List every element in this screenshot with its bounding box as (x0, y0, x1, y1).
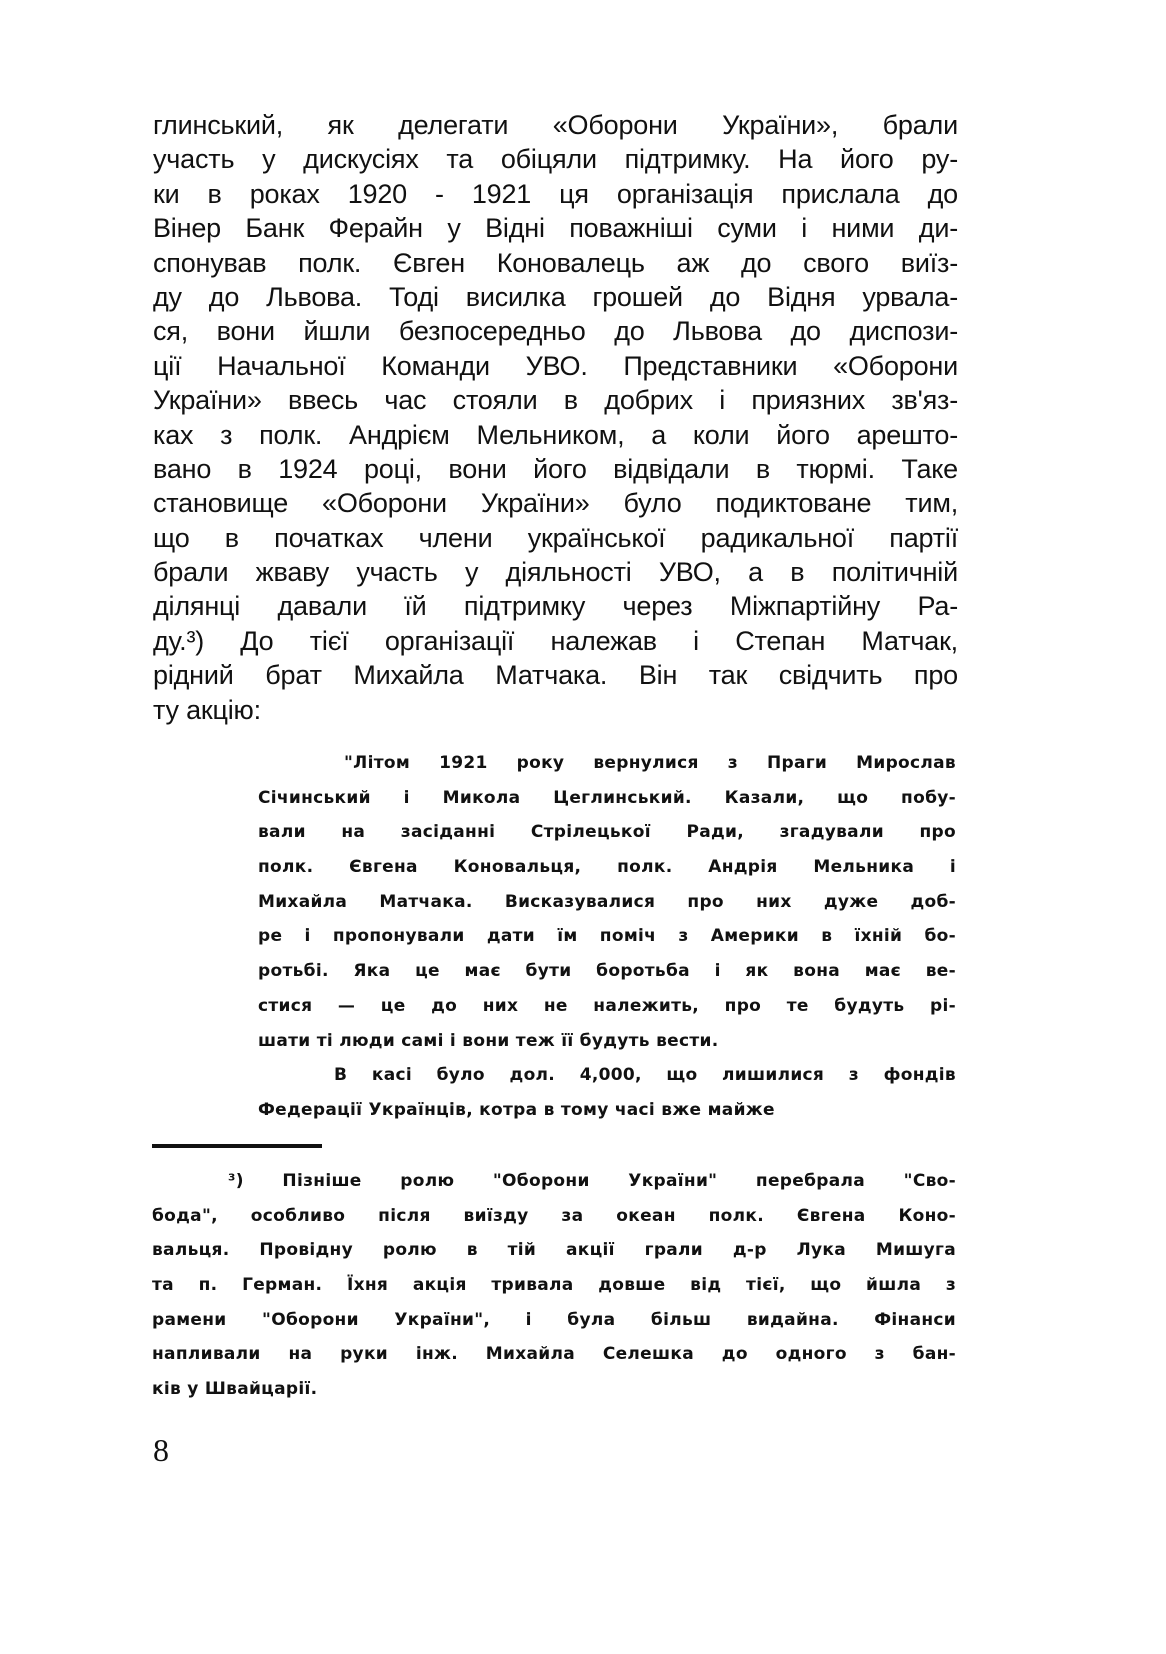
footnote-line: вальця. Провідну ролю в тій акції грали д-р Лука Мишуга (152, 1240, 956, 1261)
text-line: ду.³) До тієї організації належав і Степан Матчак, (153, 625, 958, 656)
text-line: ту акцію: (153, 694, 261, 725)
footnote (152, 1164, 956, 1407)
text-line: ся, вони йшли безпосередньо до Львова до диспози- (153, 316, 958, 347)
text-line: ках з полк. Андрієм Мельником, а коли його арешто- (153, 419, 958, 450)
text-line: України» ввесь час стояли в добрих і приязних зв'яз- (153, 385, 958, 416)
page-number: 8 (153, 1432, 169, 1468)
text-line: рідний брат Михайла Матчака. Він так свідчить про (153, 660, 958, 691)
quote-line: Січинський і Микола Цеглинський. Казали, що побу- (258, 787, 956, 808)
quote-line: вали на засіданні Стрілецької Ради, згадували про (258, 822, 956, 843)
text-line: участь у дискусіях та обіцяли підтримку. На його ру- (153, 144, 958, 175)
quote-line: ротьбі. Яка це має бути боротьба і як вона має ве- (258, 961, 956, 982)
footnote-line: рамени "Оборони України", і була більш видайна. Фінанси (152, 1309, 956, 1330)
text-line: вано в 1924 році, вони його відвідали в тюрмі. Таке (153, 453, 958, 484)
main-text (153, 108, 958, 727)
text-line: становище «Оборони України» було подиктоване тим, (153, 488, 958, 519)
footnote-line: бода", особливо після виїзду за океан полк. Євгена Коно- (152, 1205, 956, 1226)
quote-line: ре і пропонували дати їм поміч з Америки в їхній бо- (258, 926, 956, 947)
text-line: глинський, як делегати «Оборони України», брали (153, 110, 958, 140)
quote-line: Федерації Українців, котра в тому часі вже майже (258, 1099, 775, 1120)
footnote-divider (152, 1144, 322, 1148)
text-line: ції Начальної Команди УВО. Представники «Оборони (153, 350, 958, 381)
text-line: брали жваву участь у діяльності УВО, а в політичній (153, 557, 958, 588)
block-quote (258, 746, 956, 1128)
footnote-line: ків у Швайцарії. (152, 1379, 318, 1400)
quote-line: Михайла Матчака. Висказувалися про них дуже доб- (258, 891, 956, 912)
text-line: ділянці давали їй підтримку через Міжпартійну Ра- (153, 591, 958, 622)
text-line: ки в роках 1920 - 1921 ця організація прислала до (153, 178, 958, 209)
footnote-line: напливали на руки інж. Михайла Селешка до одного з бан- (152, 1344, 956, 1365)
quote-line: В касі було дол. 4,000, що лишилися з фондів (334, 1065, 956, 1086)
footnote-line: ³) Пізніше ролю "Оборони України" перебрала "Сво- (228, 1171, 956, 1191)
quote-line: шати ті люди самі і вони теж її будуть вести. (258, 1030, 719, 1051)
quote-line: "Літом 1921 року вернулися з Праги Мирослав (344, 753, 956, 773)
text-line: спонував полк. Євген Коновалець аж до свого виїз- (153, 247, 958, 278)
quote-line: полк. Євгена Коновальця, полк. Андрія Мельника і (258, 857, 956, 878)
footnote-line: та п. Герман. Їхня акція тривала довше від тієї, що йшла з (152, 1275, 956, 1296)
text-line: Вінер Банк Ферайн у Відні поважніші суми і ними ди- (153, 213, 958, 244)
text-line: що в початках члени української радикальної партії (153, 522, 958, 553)
quote-line: стися — це до них не належить, про те будуть рі- (258, 995, 956, 1016)
text-line: ду до Львова. Тоді висилка грошей до Відня урвала- (153, 281, 958, 312)
